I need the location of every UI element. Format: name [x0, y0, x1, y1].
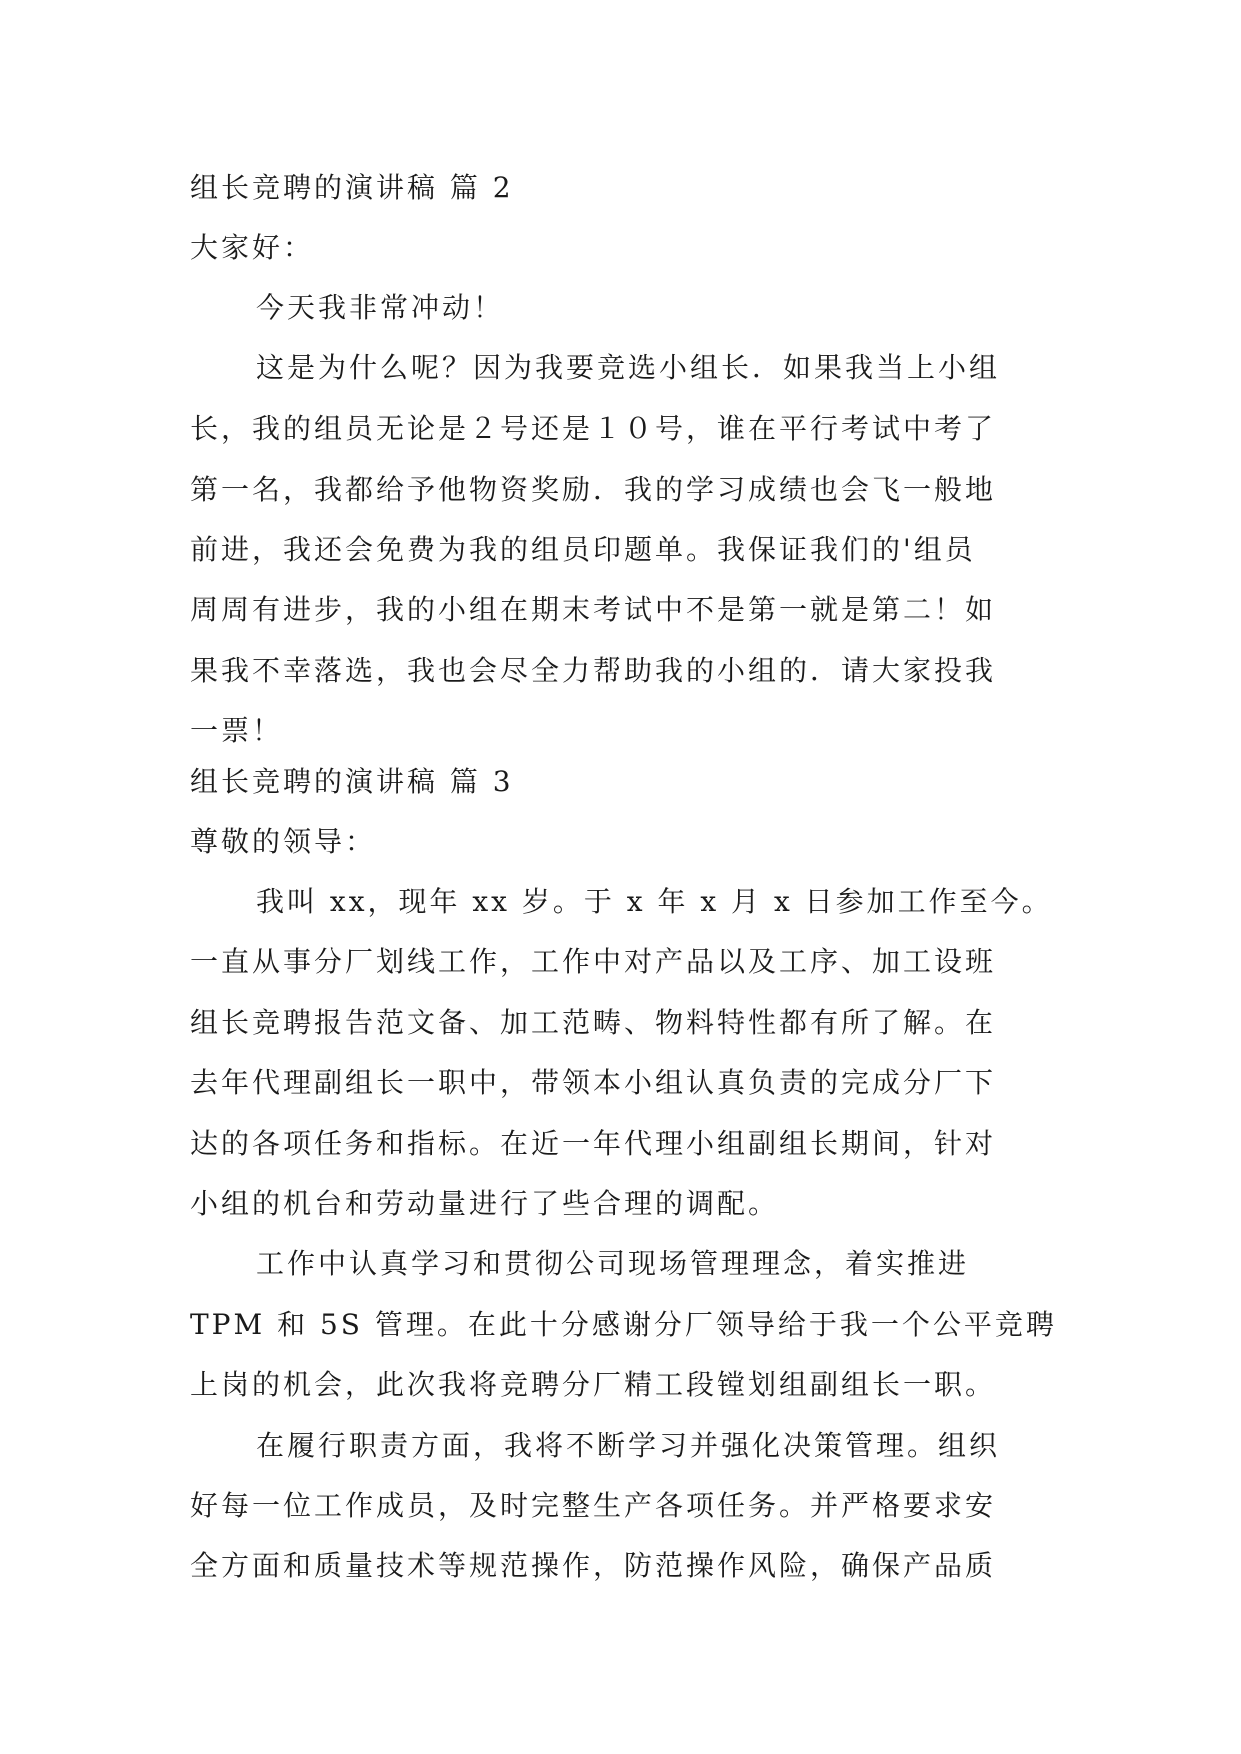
section-3-greeting: 尊敬的领导： [190, 825, 377, 858]
paragraph-line: 第一名，我都给予他物资奖励．我的学习成绩也会飞一般地 [190, 473, 997, 506]
paragraph-line: 这是为什么呢？因为我要竞选小组长．如果我当上小组 [256, 351, 1001, 384]
paragraph-line: 一票！ [190, 714, 284, 747]
paragraph-line: 达的各项任务和指标。在近一年代理小组副组长期间，针对 [190, 1127, 997, 1160]
paragraph-line: 长，我的组员无论是２号还是１０号，谁在平行考试中考了 [190, 412, 997, 445]
paragraph-line: 今天我非常冲动！ [256, 291, 505, 324]
paragraph-line: 在履行职责方面，我将不断学习并强化决策管理。组织 [256, 1429, 1001, 1462]
section-2-title: 组长竞聘的演讲稿 篇 2 [190, 171, 514, 204]
paragraph-line: TPM 和 5S 管理。在此十分感谢分厂领导给于我一个公平竞聘 [190, 1308, 1057, 1341]
section-3-title: 组长竞聘的演讲稿 篇 3 [190, 765, 514, 798]
paragraph-line: 好每一位工作成员，及时完整生产各项任务。并严格要求安 [190, 1489, 997, 1522]
paragraph-line: 上岗的机会，此次我将竞聘分厂精工段镗划组副组长一职。 [190, 1368, 997, 1401]
paragraph-line: 工作中认真学习和贯彻公司现场管理理念，着实推进 [256, 1247, 970, 1280]
paragraph-line: 我叫 xx，现年 xx 岁。于 x 年 x 月 x 日参加工作至今。 [256, 885, 1053, 918]
section-2-greeting: 大家好： [190, 231, 315, 264]
paragraph-line: 果我不幸落选，我也会尽全力帮助我的小组的．请大家投我 [190, 654, 997, 687]
paragraph-line: 小组的机台和劳动量进行了些合理的调配。 [190, 1187, 780, 1220]
paragraph-line: 前进，我还会免费为我的组员印题单。我保证我们的'组员 [190, 533, 976, 566]
paragraph-line: 组长竞聘报告范文备、加工范畴、物料特性都有所了解。在 [190, 1006, 997, 1039]
paragraph-line: 全方面和质量技术等规范操作，防范操作风险，确保产品质 [190, 1549, 997, 1582]
paragraph-line: 一直从事分厂划线工作，工作中对产品以及工序、加工设班 [190, 945, 997, 978]
paragraph-line: 周周有进步，我的小组在期末考试中不是第一就是第二！如 [190, 593, 997, 626]
paragraph-line: 去年代理副组长一职中，带领本小组认真负责的完成分厂下 [190, 1066, 997, 1099]
